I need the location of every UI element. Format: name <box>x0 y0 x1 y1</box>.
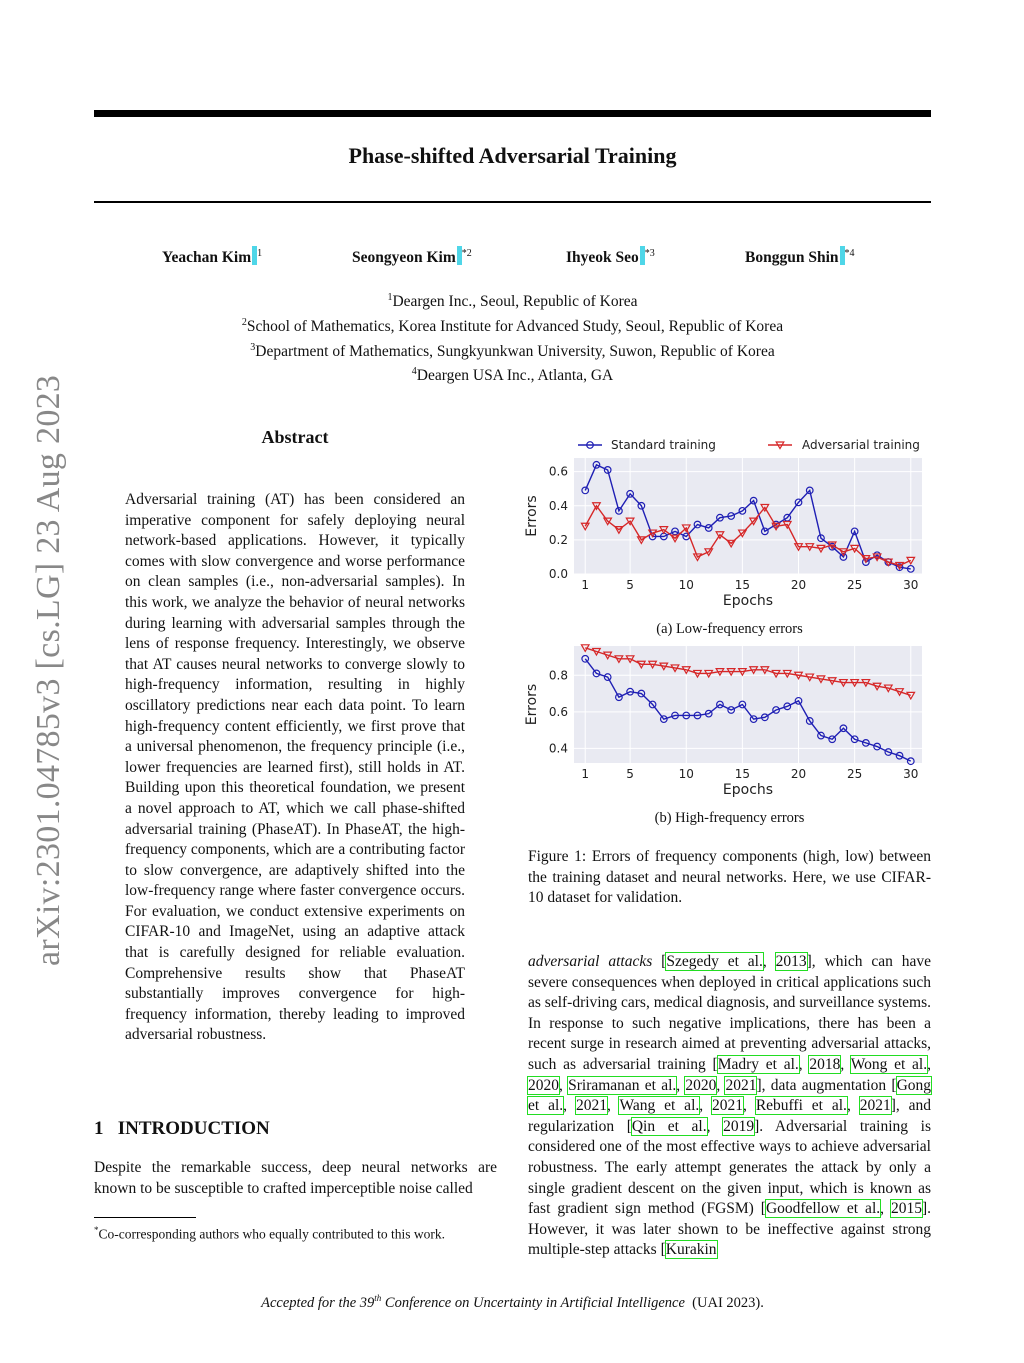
author-4 <box>745 246 855 267</box>
x-tick-label: 20 <box>790 578 807 592</box>
x-tick-label: 5 <box>626 578 634 592</box>
chart-low-frequency-errors <box>524 432 930 610</box>
body-text: , <box>676 1076 686 1094</box>
author-marker: *3 <box>644 247 655 259</box>
body-text: , <box>606 1097 620 1115</box>
citation-link[interactable]: 2021 <box>575 1097 607 1115</box>
body-text: , <box>762 953 776 970</box>
author-name: Ihyeok Seo <box>566 249 639 266</box>
body-text: ], and regularization [ <box>528 1097 932 1135</box>
legend-label-adversarial: Adversarial training <box>802 438 920 452</box>
x-tick-label: 15 <box>734 767 751 781</box>
citation-link[interactable]: 2020 <box>685 1076 717 1094</box>
citation-link[interactable]: 2021 <box>725 1076 757 1094</box>
x-axis-label: Epochs <box>722 782 774 798</box>
citation-link[interactable]: 2021 <box>859 1097 891 1115</box>
citation-link[interactable]: 2019 <box>723 1117 755 1135</box>
body-text: ]. However, it was later shown to be ineffective against strong multiple-step attacks [ <box>528 1200 931 1259</box>
author-marker: *4 <box>844 247 855 259</box>
author-name: Seongyeon Kim <box>352 249 456 266</box>
emphasis: adversarial attacks <box>528 953 653 970</box>
y-tick-label: 0.4 <box>548 741 568 756</box>
citation-link[interactable]: Qin et al. <box>631 1117 707 1135</box>
citation-link[interactable]: 2018 <box>809 1055 841 1073</box>
author-1 <box>162 246 262 267</box>
paper-title: Phase-shifted Adversarial Training <box>348 143 677 168</box>
y-tick-label: 0.6 <box>548 704 568 719</box>
body-text: , <box>706 1117 724 1135</box>
footnote-rule <box>94 1217 196 1218</box>
author-2 <box>352 246 472 267</box>
intro-text: Despite the remarkable success, deep neural networks are known to be susceptible to crafted imperceptible noise called <box>94 1159 497 1197</box>
body-text: [ <box>652 953 667 970</box>
body-text: , <box>798 1055 810 1073</box>
body-text: ], which can have severe consequences when deployed in critical applications such as self-driving cars, medical diagnosis, and surveillance systems. In response to such negative implications, there has been a recent surge in research aimed at preventing adversarial attacks, such as adversarial training [ <box>528 953 931 1073</box>
right-column-text <box>528 952 931 1261</box>
author-marker: *2 <box>461 247 472 259</box>
y-tick-label: 0.8 <box>548 668 568 683</box>
x-axis-label: Epochs <box>722 593 774 609</box>
footnote: *Co-corresponding authors who equally contributed to this work. <box>94 1225 445 1242</box>
body-text: , <box>563 1097 576 1115</box>
section-heading-introduction: 1 INTRODUCTION <box>94 1118 270 1139</box>
y-tick-label: 0.6 <box>548 464 568 479</box>
citation-link[interactable]: Gong et al. <box>528 1076 932 1115</box>
title-rule <box>94 201 931 203</box>
citation-link[interactable]: Goodfellow et al. <box>765 1200 881 1218</box>
x-tick-label: 25 <box>847 767 863 781</box>
body-text: ]. Adversarial training is considered one of the most effective ways to achieve adversarial robustness. The early attempt generates the attack by only a single gradient descent on the given input, which is known as fast gradient sign method (FGSM) [ <box>528 1117 932 1218</box>
abstract-heading: Abstract <box>261 427 329 447</box>
y-tick-label: 0.2 <box>548 532 568 547</box>
citation-link[interactable]: Szegedy et al. <box>666 953 763 970</box>
citation-link[interactable]: Madry et al. <box>717 1055 799 1073</box>
x-tick-label: 20 <box>790 767 807 781</box>
citation-link[interactable]: Wang et al. <box>619 1097 700 1115</box>
arxiv-side-stamp: arXiv:2301.04785v3 [cs.LG] 23 Aug 2023 <box>30 374 67 966</box>
citation-link[interactable]: Wong et al. <box>850 1055 928 1073</box>
citation-link[interactable]: 2020 <box>528 1076 559 1094</box>
body-text: , <box>559 1076 569 1094</box>
affiliation-2: $^2$School of Mathematics, Korea Institute for Advanced Study, Seoul, Republic of Korea <box>241 316 784 335</box>
y-tick-label: 0.0 <box>548 567 568 581</box>
citation-link[interactable]: Rebuffi et al. <box>755 1097 847 1115</box>
affiliation-1: $^1$Deargen Inc., Seoul, Republic of Korea <box>387 292 638 311</box>
body-text: , <box>716 1076 726 1094</box>
y-axis-label: Errors <box>524 495 540 537</box>
affiliation-4: $^4$Deargen USA Inc., Atlanta, GA <box>411 366 614 385</box>
body-text: , <box>846 1097 860 1115</box>
citation-link[interactable]: 2013 <box>775 953 807 970</box>
x-tick-label: 25 <box>847 578 863 592</box>
citation-link[interactable]: 2015 <box>890 1200 922 1218</box>
subcaption-b: (b) High-frequency errors <box>654 810 805 826</box>
author-name: Bonggun Shin <box>745 249 839 266</box>
body-text: , <box>840 1055 851 1073</box>
body-text: , <box>927 1055 931 1073</box>
x-tick-label: 30 <box>903 578 919 592</box>
x-tick-label: 10 <box>678 578 694 592</box>
chart-high-frequency-errors <box>524 640 930 798</box>
x-tick-label: 1 <box>581 767 590 781</box>
x-tick-label: 15 <box>734 578 751 592</box>
x-tick-label: 5 <box>626 767 634 781</box>
x-tick-label: 30 <box>903 767 919 781</box>
plot-background <box>574 646 922 763</box>
citation-link[interactable]: Kurakin <box>665 1241 717 1259</box>
citation-link[interactable]: 2021 <box>712 1097 744 1115</box>
footer: Accepted for the 39th Conference on Uncertainty in Artificial Intelligence (UAI 2023). <box>261 1293 764 1311</box>
author-name: Yeachan Kim <box>162 249 252 266</box>
body-text: , <box>699 1097 713 1115</box>
affiliations <box>94 288 931 387</box>
subcaption-a: (a) Low-frequency errors <box>656 621 803 637</box>
author-3 <box>566 246 655 267</box>
author-marker: 1 <box>257 247 263 259</box>
body-text: , <box>743 1097 756 1115</box>
y-tick-label: 0.4 <box>548 498 568 513</box>
x-tick-label: 1 <box>581 578 590 592</box>
citation-link[interactable]: Sriramanan et al. <box>568 1076 677 1094</box>
legend-label-standard: Standard training <box>611 438 716 452</box>
body-text: ], data augmentation [ <box>756 1076 897 1094</box>
affiliation-3: $^3$Department of Mathematics, Sungkyunkwan University, Suwon, Republic of Korea <box>250 341 775 360</box>
top-rule <box>94 110 931 117</box>
body-text: , <box>880 1200 891 1218</box>
y-axis-label: Errors <box>524 683 540 726</box>
x-tick-label: 10 <box>678 767 694 781</box>
figure-caption: Figure 1: Errors of frequency components (high, low) between the training dataset and neural networks. Here, we use CIFAR-10 dataset for validation. <box>528 848 931 907</box>
abstract-text: Adversarial training (AT) has been considered an imperative component for safely deploying neural network-based applications. However, it typically comes with slow convergence and worse performance on clean samples (i.e., non-adversarial samples). In this work, we analyze the behavior of neural networks during learning with adversarial samples through the lens of response frequency. Interestingly, we observe that AT causes neural networks to converge slowly to high-frequency information, resulting in highly oscillatory predictions near each data point. To learn high-frequency content efficiently, we first prove that a universal phenomenon, the frequency principle (i.e., lower frequencies are learned first), still holds in AT. Building upon this theoretical foundation, we present a novel approach to AT, which we call phase-shifted adversarial training (PhaseAT). In PhaseAT, the high-frequency components, which are a contributing factor to slow convergence, are adaptively shifted into the low-frequency range where faster convergence occurs. For evaluation, we conduct extensive experiments on CIFAR-10 and ImageNet, using an adaptive attack that is carefully designed for reliable evaluation. Comprehensive results show that PhaseAT substantially improves convergence for high-frequency information, thereby leading to improved adversarial robustness. <box>125 491 465 1044</box>
